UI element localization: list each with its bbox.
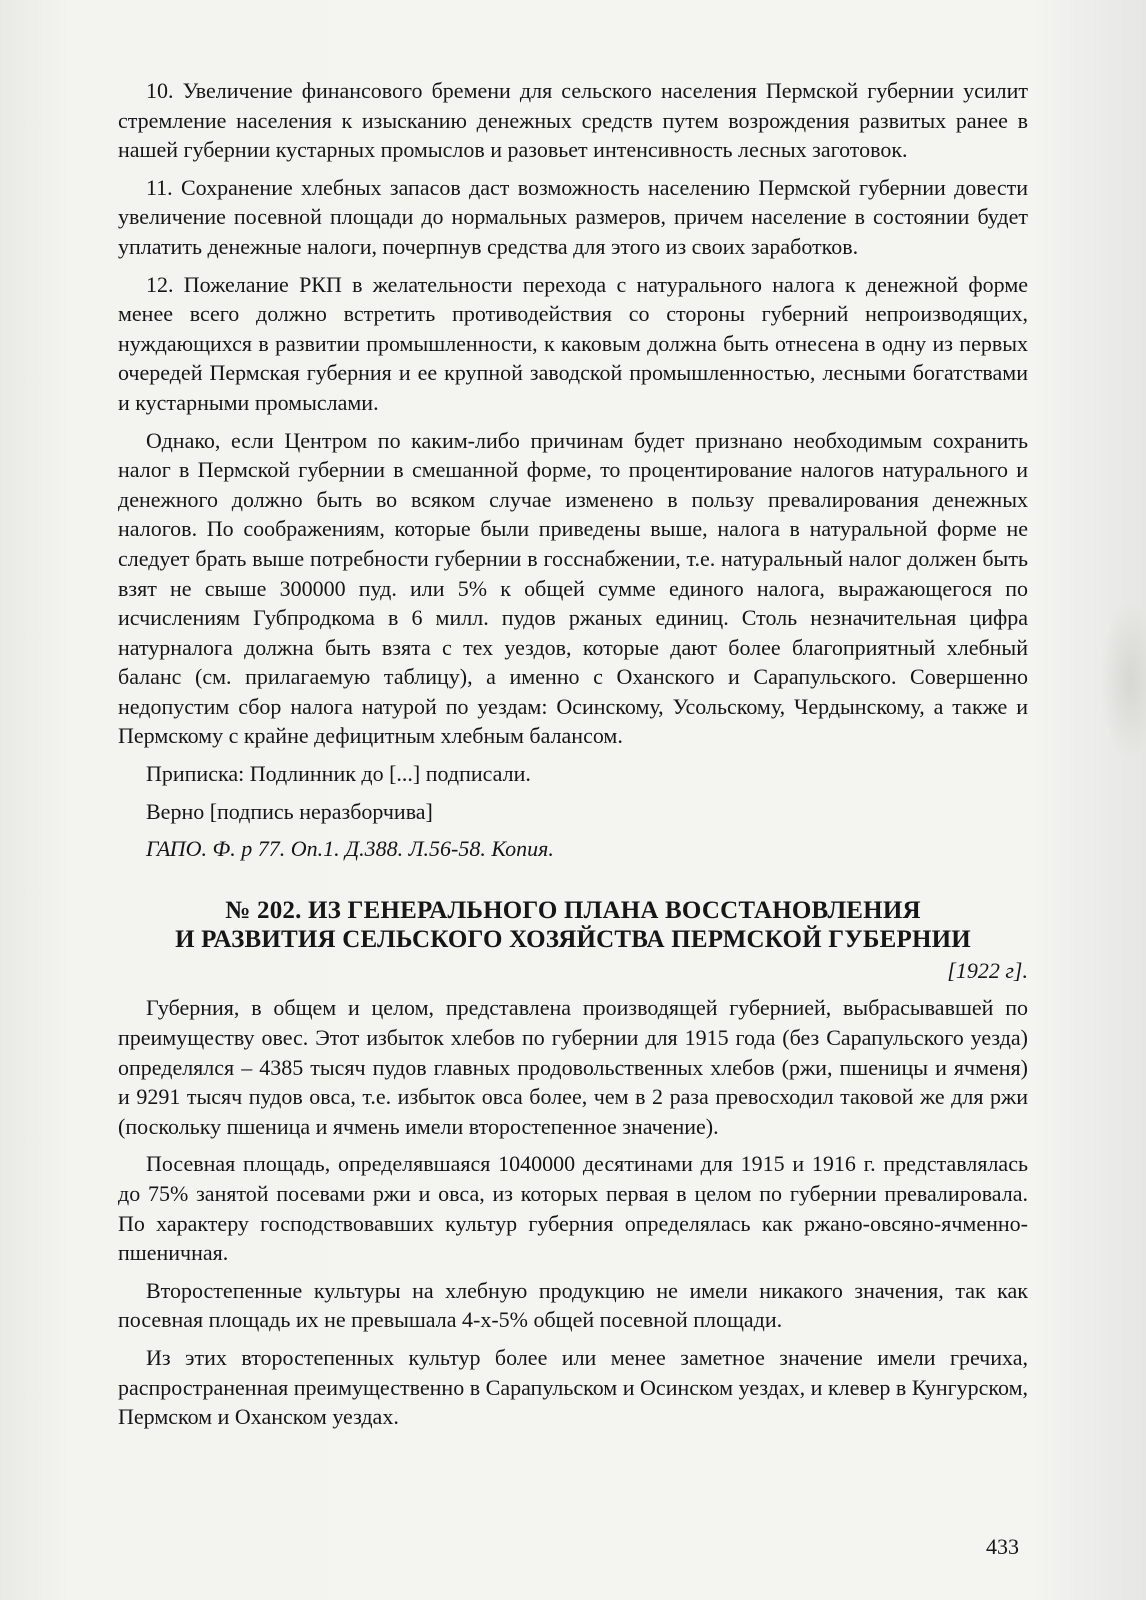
paragraph-sown-area: Посевная площадь, определявшаяся 1040000 десятинами для 1915 и 1916 г. представлялась до 75% занятой посевами ржи и овса, из которых первая в целом по губернии превалировала. По характеру господствовавших культур губерния определялась как ржано-овсяно-ячменно-пшеничная.: [118, 1151, 1028, 1266]
document-date: [1922 г].: [947, 957, 1028, 983]
postscript: Приписка: Подлинник до [...] подписали.: [146, 761, 531, 787]
archive-source: ГАПО. Ф. р 77. Оп.1. Д.388. Л.56-58. Копия.: [146, 836, 554, 862]
paragraph-province: Губерния, в общем и целом, представлена производящей губернией, выбрасывавшей по преимуществу овес. Этот избыток хлебов по губернии для 1915 года (без Сарапульского уезда) определялся – 4385 тысяч пудов главных продовольственных хлебов (ржи, пшеницы и ячменя) и 9291 тысяч пудов овса, т.е. избыток овса более, чем в 2 раза превосходил таковой же для ржи (поскольку пшеница и ячмень имели второстепенное значение).: [118, 995, 1028, 1139]
text-block: [118, 76, 1028, 1440]
document-heading: [118, 896, 1028, 954]
paragraph-11: 11. Сохранение хлебных запасов даст возможность населению Пермской губернии довести увеличение посевной площади до нормальных размеров, причем население в состоянии будет уплатить денежные налоги, почерпнув средства для этого из своих заработков.: [118, 174, 1028, 259]
page-stain: [1100, 600, 1146, 760]
verified-signature: Верно [подпись неразборчива]: [146, 798, 433, 824]
paragraph-10: 10. Увеличение финансового бремени для сельского населения Пермской губернии усилит стремление населения к изысканию денежных средств путем возрождения развитых ранее в нашей губернии кустарных промыслов и разовьет интенсивность лесных заготовок.: [118, 78, 1028, 163]
paragraph-buckwheat-clover: Из этих второстепенных культур более или менее заметное значение имели гречиха, распространенная преимущественно в Сарапульском и Осинском уездах, и клевер в Кунгурском, Пермском и Оханском уездах.: [118, 1344, 1028, 1430]
heading-line-1: № 202. ИЗ ГЕНЕРАЛЬНОГО ПЛАНА ВОССТАНОВЛЕНИЯ: [225, 896, 921, 924]
heading-line-2: И РАЗВИТИЯ СЕЛЬСКОГО ХОЗЯЙСТВА ПЕРМСКОЙ ГУБЕРНИИ: [175, 925, 971, 953]
paragraph-12: 12. Пожелание РКП в желательности перехода с натурального налога к денежной форме менее всего должно встретить противодействия со стороны губерний непроизводящих, нуждающихся в развитии промышленности, к каковым должна быть отнесена в одну из первых очередей Пермская губерния и ее крупной заводской промышленностью, лесными богатствами и кустарными промыслами.: [118, 271, 1028, 415]
paragraph-secondary-crops: Второстепенные культуры на хлебную продукцию не имели никакого значения, так как посевная площадь их не превышала 4-х-5% общей посевной площади.: [118, 1277, 1028, 1333]
paragraph-however: Однако, если Центром по каким-либо причинам будет признано необходимым сохранить налог в Пермской губернии в смешанной форме, то процентирование налогов натурального и денежного должно быть во всяком случае изменено в пользу превалирования денежных налогов. По соображениям, которые были приведены выше, налога в натуральной форме не следует брать выше потребности губернии в госснабжении, т.е. натуральный налог должен быть взят не свыше 300000 пуд. или 5% к общей сумме единого налога, выражающегося по исчислениям Губпродкома в 6 милл. пудов ржаных единиц. Столь незначительная цифра натурналога должна быть взята с тех уездов, которые дают более благоприятный хлебный баланс (см. прилагаемую таблицу), а именно с Оханского и Сарапульского. Совершенно недопустим сбор налога натурой по уездам: Осинскому, Усольскому, Чердынскому, а также и Пермскому с крайне дефицитным хлебным балансом.: [118, 427, 1028, 749]
page-number: 433: [986, 1534, 1019, 1559]
